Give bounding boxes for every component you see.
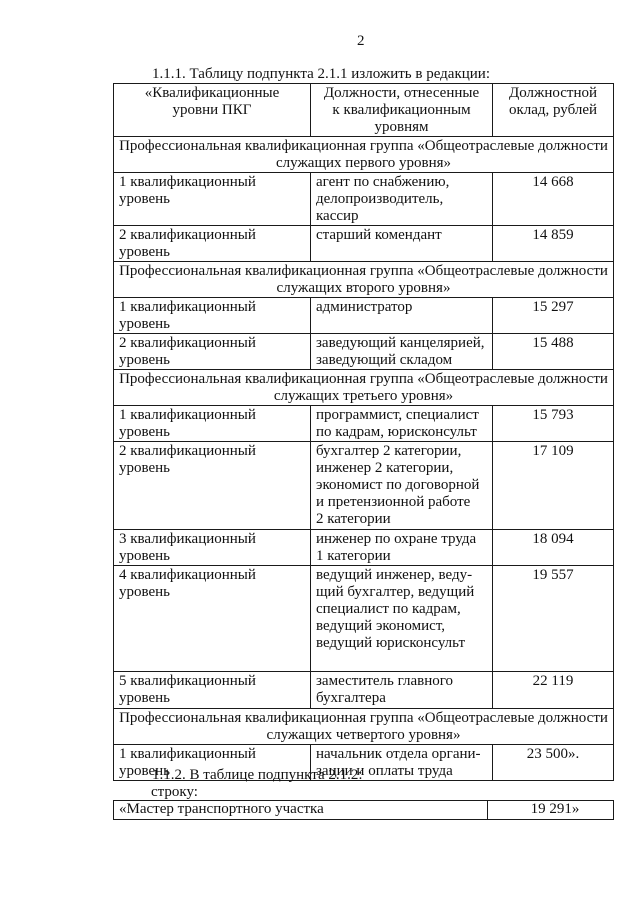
salary-table bbox=[113, 83, 614, 781]
header-qualification-levels bbox=[114, 84, 311, 137]
qualification-level-line: 5 квалификационный bbox=[119, 673, 256, 689]
qualification-level-line: 3 квалификационный bbox=[119, 531, 256, 547]
header-line: уровням bbox=[374, 119, 429, 135]
qualification-level-line: 1 квалификационный bbox=[119, 407, 256, 423]
qualification-level-cell bbox=[114, 406, 311, 442]
qualification-level-line: уровень bbox=[119, 690, 171, 706]
qualification-level-cell bbox=[114, 442, 311, 530]
qualification-level-cell bbox=[114, 334, 311, 370]
position-line: бухгалтера bbox=[316, 690, 386, 706]
qualification-level-line: 2 квалификационный bbox=[119, 227, 256, 243]
positions-cell bbox=[311, 672, 493, 709]
table-row bbox=[114, 530, 614, 566]
position-line: и претензионной работе bbox=[316, 494, 471, 510]
salary-cell bbox=[493, 672, 614, 709]
group-row bbox=[114, 370, 614, 406]
positions-cell bbox=[311, 226, 493, 262]
position-line: инженер по охране труда bbox=[316, 531, 477, 547]
table-row bbox=[114, 442, 614, 530]
qualification-level-line: уровень bbox=[119, 548, 171, 564]
group-title-line: Профессиональная квалификационная группа «Общеотраслевые должности bbox=[119, 138, 608, 154]
table-row bbox=[114, 173, 614, 226]
salary-value: 15 488 bbox=[532, 335, 574, 351]
salary-cell bbox=[493, 173, 614, 226]
amendment-1-intro: 1.1.1. Таблицу подпункта 2.1.1 изложить в редакции: bbox=[152, 66, 490, 82]
group-title-cell bbox=[114, 370, 614, 406]
position-line: ведущий экономист, bbox=[316, 618, 446, 634]
table-header-row bbox=[114, 84, 614, 137]
qualification-level-cell bbox=[114, 173, 311, 226]
header-line: оклад, рублей bbox=[508, 102, 598, 118]
salary-cell bbox=[493, 226, 614, 262]
group-title-line: служащих второго уровня» bbox=[276, 280, 451, 296]
group-title-cell bbox=[114, 709, 614, 745]
salary-cell bbox=[493, 530, 614, 566]
salary-cell bbox=[493, 566, 614, 672]
qualification-level-line: уровень bbox=[119, 316, 171, 332]
header-line: Должности, отнесенные bbox=[323, 85, 480, 101]
qualification-level-line: 1 квалификационный bbox=[119, 299, 256, 315]
position-line: экономист по договорной bbox=[316, 477, 480, 493]
salary-value: 22 119 bbox=[532, 673, 574, 689]
salary-cell bbox=[493, 334, 614, 370]
positions-cell bbox=[311, 530, 493, 566]
qualification-level-line: уровень bbox=[119, 460, 171, 476]
header-salary bbox=[493, 84, 614, 137]
qualification-level-line: уровень bbox=[119, 244, 171, 260]
group-title-cell bbox=[114, 262, 614, 298]
salary-value: 19 557 bbox=[532, 567, 574, 583]
qualification-level-line: 2 квалификационный bbox=[119, 443, 256, 459]
qualification-level-line: уровень bbox=[119, 584, 171, 600]
position-line: заместитель главного bbox=[316, 673, 454, 689]
qualification-level-line: уровень bbox=[119, 763, 171, 779]
group-title-line: Профессиональная квалификационная группа «Общеотраслевые должности bbox=[119, 263, 608, 279]
position-line: щий бухгалтер, ведущий bbox=[316, 584, 475, 600]
group-title-line: служащих третьего уровня» bbox=[273, 388, 454, 404]
salary-cell bbox=[493, 406, 614, 442]
page-number: 2 bbox=[357, 33, 365, 49]
positions-cell bbox=[311, 298, 493, 334]
position-line: инженер 2 категории, bbox=[316, 460, 454, 476]
qualification-level-cell bbox=[114, 298, 311, 334]
position-line: начальник отдела органи- bbox=[316, 746, 481, 762]
group-title-line: служащих четвертого уровня» bbox=[266, 727, 461, 743]
positions-cell bbox=[311, 406, 493, 442]
positions-cell bbox=[311, 442, 493, 530]
salary-cell bbox=[493, 442, 614, 530]
position-line: администратор bbox=[316, 299, 413, 315]
group-row bbox=[114, 137, 614, 173]
position-line: заведующий канцелярией, bbox=[316, 335, 485, 351]
position-line: заведующий складом bbox=[316, 352, 453, 368]
position-line: 2 категории bbox=[316, 511, 391, 527]
amendment-2-lead: строку: bbox=[151, 784, 198, 800]
table-row bbox=[114, 406, 614, 442]
position-line: бухгалтер 2 категории, bbox=[316, 443, 462, 459]
position-line: «Мастер транспортного участка bbox=[119, 801, 324, 817]
position-line: агент по снабжению, bbox=[316, 174, 450, 190]
qualification-level-cell bbox=[114, 672, 311, 709]
position-line: специалист по кадрам, bbox=[316, 601, 461, 617]
qualification-level-line: уровень bbox=[119, 352, 171, 368]
table-row bbox=[114, 566, 614, 672]
salary-value: 19 291» bbox=[530, 801, 580, 817]
salary-cell bbox=[493, 745, 614, 781]
position-line: программист, специалист bbox=[316, 407, 479, 423]
qualification-level-line: 4 квалификационный bbox=[119, 567, 256, 583]
positions-cell bbox=[311, 173, 493, 226]
qualification-level-line: уровень bbox=[119, 191, 171, 207]
table-row bbox=[114, 672, 614, 709]
table-row bbox=[114, 334, 614, 370]
qualification-level-cell bbox=[114, 226, 311, 262]
position-line: кассир bbox=[316, 208, 359, 224]
position-line: ведущий инженер, веду- bbox=[316, 567, 473, 583]
qualification-level-line: уровень bbox=[119, 424, 171, 440]
group-title-cell bbox=[114, 137, 614, 173]
table-row bbox=[114, 226, 614, 262]
salary-value: 23 500». bbox=[526, 746, 580, 762]
qualification-level-line: 1 квалификационный bbox=[119, 746, 256, 762]
header-line: «Квалификационные bbox=[144, 85, 280, 101]
group-row bbox=[114, 262, 614, 298]
salary-cell bbox=[493, 298, 614, 334]
group-title-line: Профессиональная квалификационная группа «Общеотраслевые должности bbox=[119, 371, 608, 387]
positions-cell bbox=[311, 566, 493, 672]
header-line: Должностной bbox=[508, 85, 598, 101]
qualification-level-line: 2 квалификационный bbox=[119, 335, 256, 351]
group-title-line: служащих первого уровня» bbox=[276, 155, 451, 171]
salary-value: 14 668 bbox=[532, 174, 574, 190]
qualification-level-line: 1 квалификационный bbox=[119, 174, 256, 190]
position-cell bbox=[114, 801, 488, 820]
positions-cell bbox=[311, 334, 493, 370]
header-positions bbox=[311, 84, 493, 137]
salary-value: 15 297 bbox=[532, 299, 574, 315]
qualification-level-cell bbox=[114, 566, 311, 672]
position-line: делопроизводитель, bbox=[316, 191, 444, 207]
position-line: старший комендант bbox=[316, 227, 442, 243]
table-row bbox=[114, 298, 614, 334]
salary-cell bbox=[488, 801, 614, 820]
position-line: 1 категории bbox=[316, 548, 391, 564]
group-title-line: Профессиональная квалификационная группа «Общеотраслевые должности bbox=[119, 710, 608, 726]
table-row bbox=[114, 801, 614, 820]
header-line: к квалификационным bbox=[332, 102, 471, 118]
group-row bbox=[114, 709, 614, 745]
qualification-level-cell bbox=[114, 530, 311, 566]
salary-value: 15 793 bbox=[532, 407, 574, 423]
salary-value: 14 859 bbox=[532, 227, 574, 243]
salary-value: 18 094 bbox=[532, 531, 574, 547]
replacement-row-table bbox=[113, 800, 614, 820]
position-line: зации и оплаты труда bbox=[316, 763, 453, 779]
amendment-2-intro: 1.1.2. В таблице подпункта 2.1.2: bbox=[152, 767, 363, 783]
position-line: ведущий юрисконсульт bbox=[316, 635, 465, 651]
position-line: по кадрам, юрисконсульт bbox=[316, 424, 477, 440]
header-line: уровни ПКГ bbox=[172, 102, 252, 118]
salary-value: 17 109 bbox=[532, 443, 574, 459]
